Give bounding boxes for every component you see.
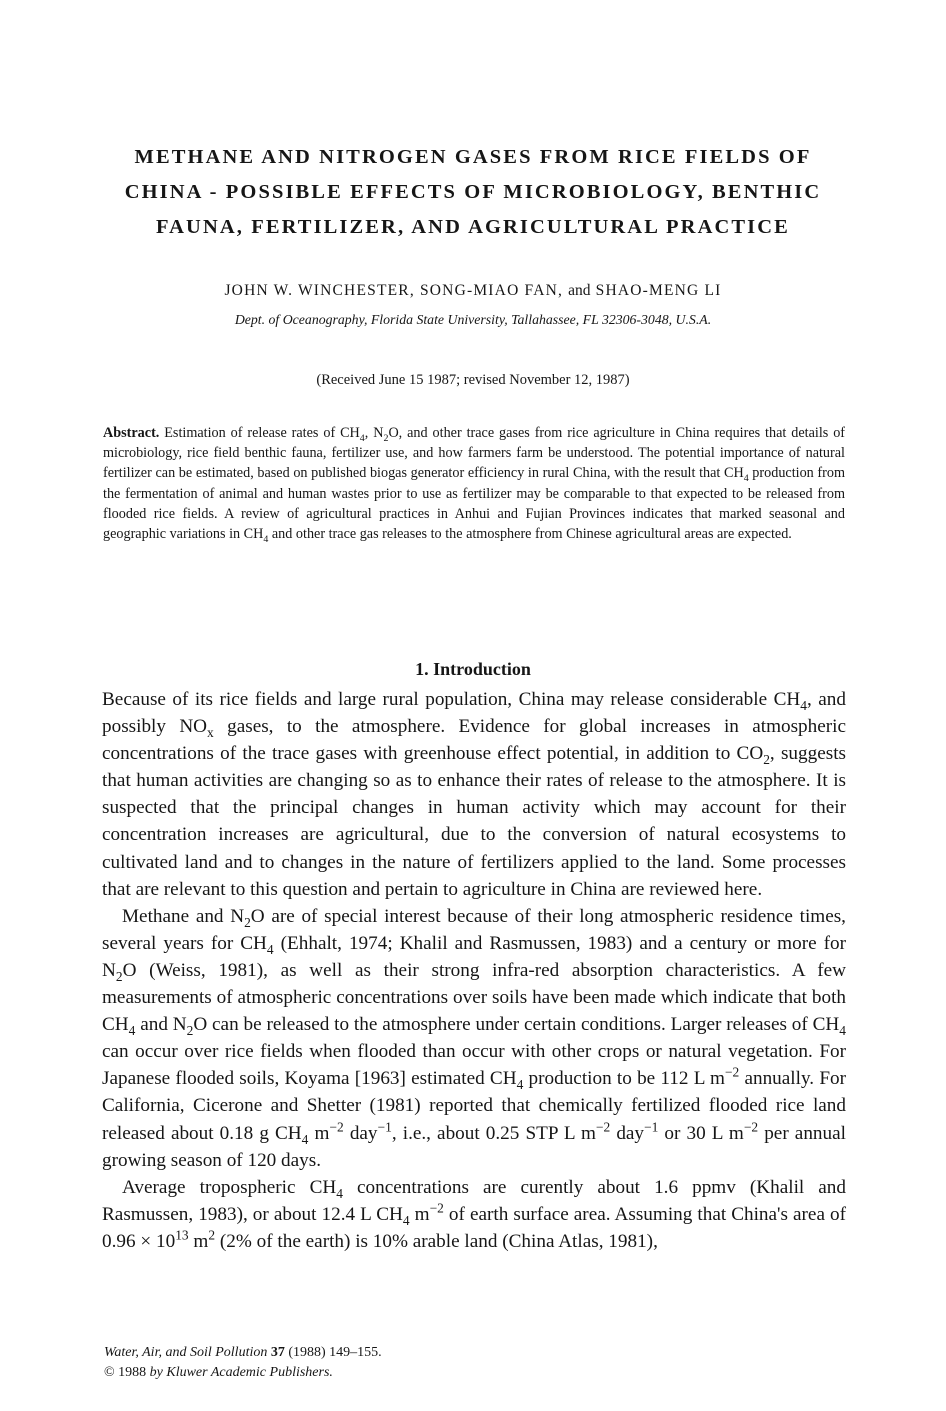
abstract-text: production from the fermentation of animal and human wastes prior to use as fertilizer may be comparable to that expected to be released from flooded rice fields. A review of agricultural practices in Anhui and Fujian Provinces indicates that marked seasonal and geographic variations in CH — [103, 465, 845, 543]
superscript: 13 — [175, 1227, 189, 1243]
superscript: −2 — [429, 1200, 444, 1216]
abstract-label: Abstract. — [103, 425, 160, 441]
received-dates: (Received June 15 1987; revised November 12, 1987) — [316, 372, 630, 388]
superscript: −2 — [724, 1064, 740, 1080]
paragraph-text: Methane and N — [122, 905, 245, 927]
paragraph-text: and N — [135, 1014, 187, 1036]
journal-pages: (1988) 149–155. — [288, 1345, 382, 1360]
paragraph-text: day — [610, 1122, 645, 1144]
abstract-text: and other trace gas releases to the atmosphere from Chinese agricultural areas are expected. — [268, 526, 792, 543]
copyright-icon: © — [104, 1364, 115, 1380]
paragraph-text: Because of its rice fields and large rural population, China may release considerable CH — [102, 689, 801, 710]
paragraph-text: per annual growing season of 120 days. — [102, 1122, 846, 1171]
abstract-text: O, and other trace gases from rice agriculture in China requires that details of microbiology, rice field benthic fauna, fertilizer use, and how farmers farm be understood. The potential importance of natural fertilizer can be estimated, based on published biogas generator efficiency in rural China, with the result that CH — [103, 425, 846, 482]
copyright-year: 1988 — [118, 1364, 147, 1380]
subscript: 4 — [743, 473, 749, 485]
paragraph — [102, 903, 846, 1174]
paragraph-text: of earth surface area. Assuming that China's area of 0.96 × 10 — [102, 1203, 846, 1252]
subscript: 2 — [115, 968, 123, 984]
subscript: 4 — [336, 1185, 343, 1201]
paragraph-text: m — [308, 1122, 330, 1144]
journal-name: Water, Air, and Soil Pollution — [104, 1345, 268, 1360]
paragraph-text: day — [343, 1122, 378, 1144]
page-footer — [104, 1343, 382, 1382]
body-text — [102, 686, 846, 1255]
superscript: −2 — [595, 1119, 611, 1135]
subscript: 4 — [800, 697, 807, 713]
paper-title — [60, 140, 886, 245]
author-names: JOHN W. WINCHESTER, SONG-MIAO FAN, — [224, 282, 564, 299]
paragraph-text: Average tropospheric CH — [122, 1176, 337, 1198]
paragraph-text: , suggests that human activities are changing so as to enhance their rates of release to the atmosphere. It is suspected that the principal changes in human activity which may account for their concentration increases are agricultural, due to the conversion of natural ecosystems to cultivated land and to changes in the nature of fertilizers applied to the land. Some processes that are relevant to this question and pertain to agriculture in China are reviewed here. — [102, 743, 846, 900]
paragraph-text: annually. For California, Cicerone and Shetter (1981) reported that chemically fertilized flooded rice land released about 0.18 g CH — [102, 1068, 846, 1144]
subscript: 4 — [839, 1022, 846, 1038]
subscript: 4 — [359, 432, 365, 444]
subscript: 2 — [186, 1022, 194, 1038]
journal-citation — [104, 1343, 382, 1363]
paragraph-text: (2% of the earth) is 10% arable land (China Atlas, 1981), — [215, 1230, 658, 1252]
paragraph — [102, 1174, 846, 1255]
abstract-text: Estimation of release rates of CH — [164, 425, 360, 441]
subscript: 4 — [516, 1077, 524, 1093]
section-heading-introduction: 1. Introduction — [415, 658, 531, 679]
author-conjunction: and — [568, 282, 591, 299]
paragraph — [102, 686, 846, 903]
superscript: 2 — [208, 1227, 216, 1243]
title-line: METHANE AND NITROGEN GASES FROM RICE FIELDS OF — [134, 146, 812, 168]
copyright-line — [104, 1363, 382, 1383]
superscript: −2 — [329, 1119, 344, 1135]
subscript: 4 — [266, 941, 274, 957]
title-line: CHINA - POSSIBLE EFFECTS OF MICROBIOLOGY, BENTHIC — [124, 181, 822, 203]
author-list — [0, 282, 946, 300]
paragraph-text: concentrations are curently about 1.6 ppmv (Khalil and Rasmussen, 1983), or about 12.4 L CH — [102, 1176, 846, 1225]
subscript: 2 — [383, 432, 389, 444]
publisher-name: by Kluwer Academic Publishers. — [149, 1364, 333, 1380]
author-affiliation: Dept. of Oceanography, Florida State University, Tallahassee, FL 32306-3048, U.S.A. — [234, 312, 712, 327]
subscript: 4 — [128, 1022, 136, 1038]
subscript: 2 — [763, 752, 770, 768]
subscript: 4 — [263, 533, 269, 545]
paragraph-text: O can be released to the atmosphere under certain conditions. Larger releases of CH — [193, 1014, 840, 1036]
author-names: SHAO-MENG LI — [595, 282, 722, 299]
paragraph-text: gases, to the atmosphere. Evidence for global increases in atmospheric concentrations of the trace gases with greenhouse effect potential, in addition to CO — [102, 716, 846, 765]
superscript: −1 — [377, 1119, 392, 1135]
paragraph-text: O are of special interest because of their long atmospheric residence times, several years for CH — [102, 905, 846, 954]
paragraph-text: can occur over rice fields when flooded than occur with other crops or natural vegetation. For Japanese flooded soils, Koyama [1963] estimated CH — [102, 1041, 846, 1090]
paragraph-text: production to be 112 L m — [523, 1068, 725, 1090]
subscript: 4 — [402, 1212, 410, 1228]
paragraph-text: or 30 L m — [658, 1122, 744, 1144]
paragraph-text: m — [188, 1230, 209, 1252]
subscript: 4 — [301, 1131, 309, 1147]
paragraph-text: , i.e., about 0.25 STP L m — [391, 1122, 596, 1144]
superscript: −1 — [644, 1119, 659, 1135]
subscript: x — [207, 724, 214, 740]
paragraph-text: O (Weiss, 1981), as well as their strong infra-red absorption characteristics. A few measurements of atmospheric concentrations over soils have been made which indicate that both CH — [102, 959, 846, 1036]
subscript: 2 — [244, 914, 251, 930]
abstract — [103, 423, 845, 544]
paragraph-text: (Ehhalt, 1974; Khalil and Rasmussen, 1983) and a century or more for N — [102, 932, 846, 981]
paragraph-text: m — [409, 1203, 430, 1225]
paragraph-text: , and possibly NO — [102, 689, 846, 738]
abstract-text: , N — [364, 425, 384, 441]
title-line: FAUNA, FERTILIZER, AND AGRICULTURAL PRACTICE — [156, 216, 790, 238]
journal-volume: 37 — [270, 1345, 285, 1360]
superscript: −2 — [743, 1119, 759, 1135]
